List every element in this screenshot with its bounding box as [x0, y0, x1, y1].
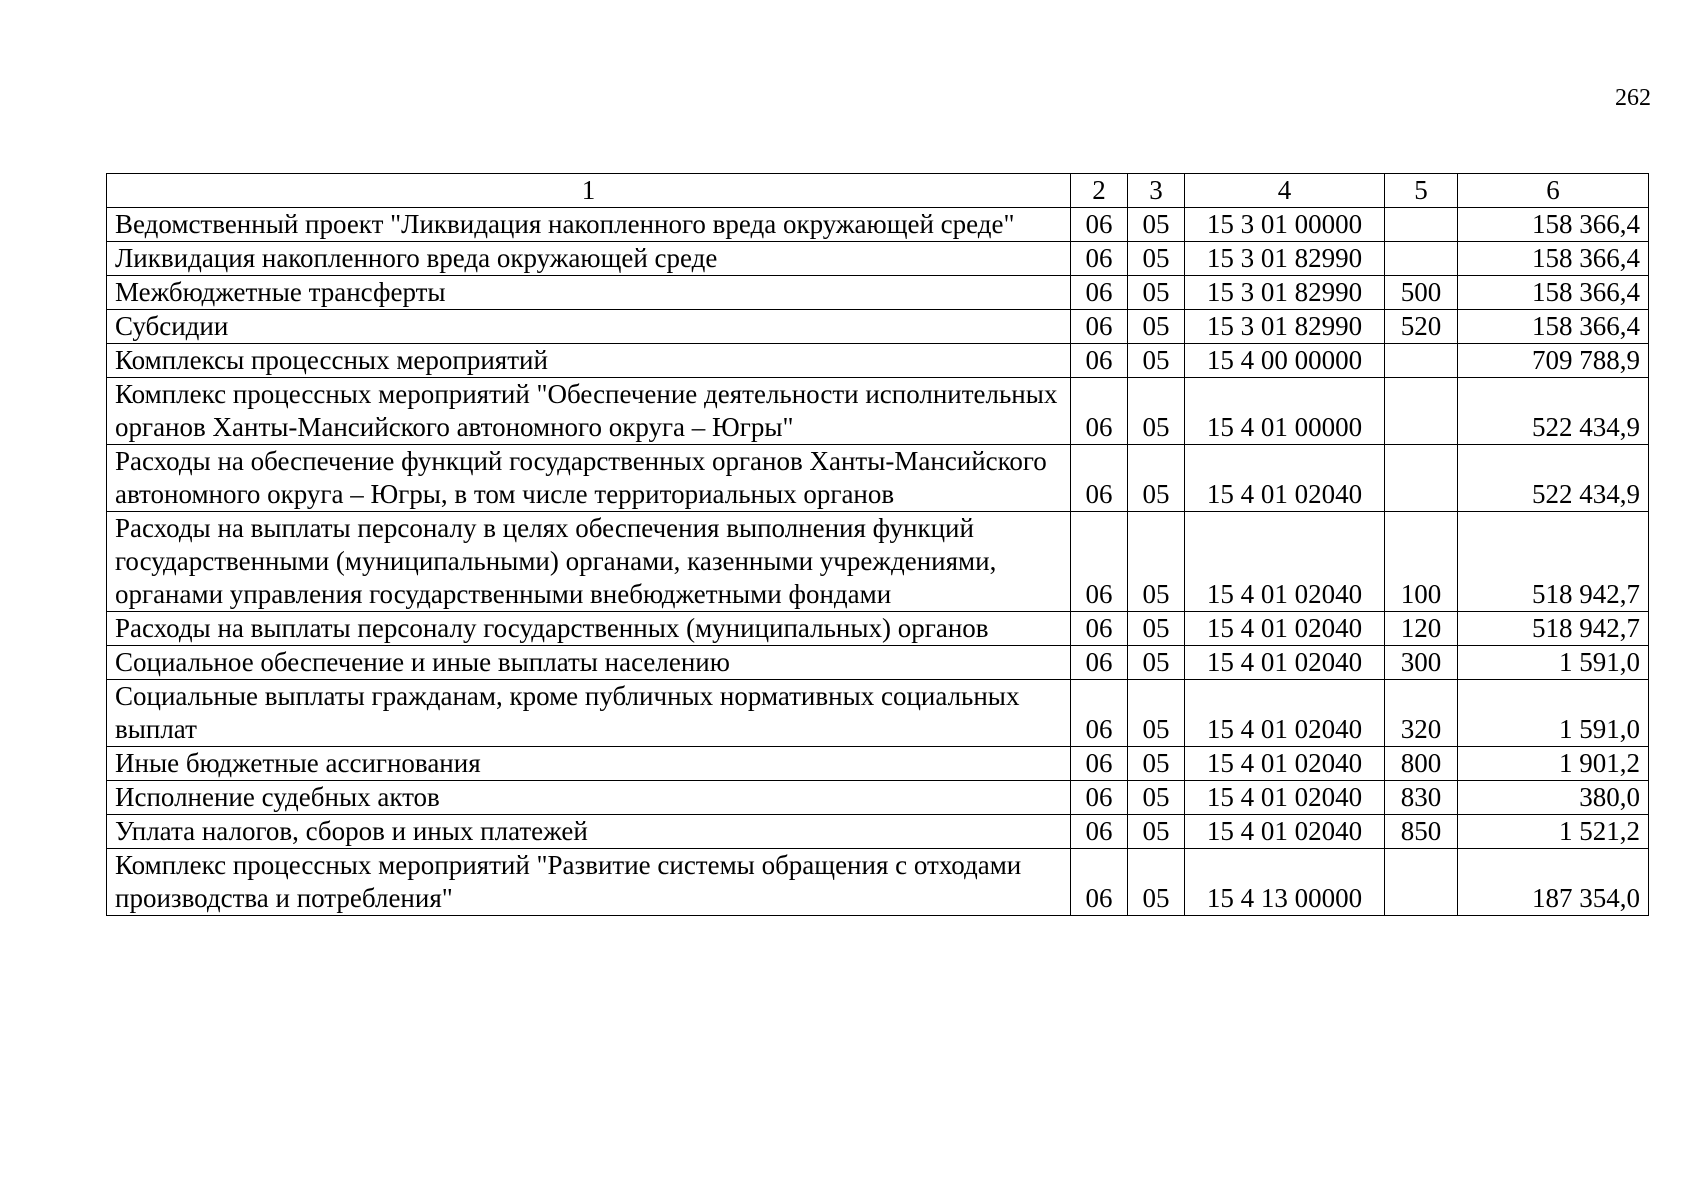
- expense-type-cell: [1385, 208, 1458, 242]
- subsection-code-cell: 05: [1128, 646, 1185, 680]
- amount-cell: 158 366,4: [1458, 242, 1649, 276]
- target-article-cell: 15 4 01 02040: [1185, 781, 1385, 815]
- item-name-cell: Исполнение судебных актов: [107, 781, 1071, 815]
- table-row: [107, 378, 1649, 445]
- item-name-cell: Комплекс процессных мероприятий "Развитие системы обращения с отходами производства и потребления": [107, 849, 1071, 916]
- expense-type-cell: 520: [1385, 310, 1458, 344]
- target-article-cell: 15 4 00 00000: [1185, 344, 1385, 378]
- amount-cell: 518 942,7: [1458, 512, 1649, 612]
- expense-type-cell: 320: [1385, 680, 1458, 747]
- table-row: [107, 208, 1649, 242]
- item-name-cell: Социальное обеспечение и иные выплаты населению: [107, 646, 1071, 680]
- expense-type-cell: [1385, 849, 1458, 916]
- subsection-code-cell: 05: [1128, 747, 1185, 781]
- amount-cell: 709 788,9: [1458, 344, 1649, 378]
- section-code-cell: 06: [1071, 344, 1128, 378]
- amount-cell: 1 591,0: [1458, 646, 1649, 680]
- subsection-code-cell: 05: [1128, 512, 1185, 612]
- item-name-cell: Субсидии: [107, 310, 1071, 344]
- target-article-cell: 15 4 01 02040: [1185, 512, 1385, 612]
- amount-cell: 522 434,9: [1458, 445, 1649, 512]
- amount-cell: 522 434,9: [1458, 378, 1649, 445]
- header-cell: 1: [107, 174, 1071, 208]
- item-name-cell: Межбюджетные трансферты: [107, 276, 1071, 310]
- section-code-cell: 06: [1071, 680, 1128, 747]
- expense-type-cell: [1385, 242, 1458, 276]
- target-article-cell: 15 4 01 02040: [1185, 646, 1385, 680]
- item-name-cell: Расходы на обеспечение функций государственных органов Ханты-Мансийского автономного округа – Югры, в том числе территориальных органов: [107, 445, 1071, 512]
- section-code-cell: 06: [1071, 646, 1128, 680]
- amount-cell: 158 366,4: [1458, 310, 1649, 344]
- budget-table: [106, 173, 1649, 916]
- target-article-cell: 15 4 01 02040: [1185, 612, 1385, 646]
- section-code-cell: 06: [1071, 310, 1128, 344]
- table-row: [107, 646, 1649, 680]
- target-article-cell: 15 4 01 02040: [1185, 747, 1385, 781]
- amount-cell: 158 366,4: [1458, 276, 1649, 310]
- header-cell: 6: [1458, 174, 1649, 208]
- expense-type-cell: [1385, 378, 1458, 445]
- target-article-cell: 15 4 13 00000: [1185, 849, 1385, 916]
- target-article-cell: 15 3 01 82990: [1185, 242, 1385, 276]
- header-cell: 2: [1071, 174, 1128, 208]
- amount-cell: 1 901,2: [1458, 747, 1649, 781]
- target-article-cell: 15 4 01 02040: [1185, 815, 1385, 849]
- subsection-code-cell: 05: [1128, 276, 1185, 310]
- section-code-cell: 06: [1071, 208, 1128, 242]
- target-article-cell: 15 3 01 00000: [1185, 208, 1385, 242]
- table-row: [107, 310, 1649, 344]
- section-code-cell: 06: [1071, 781, 1128, 815]
- expense-type-cell: 500: [1385, 276, 1458, 310]
- table-row: [107, 242, 1649, 276]
- table-row: [107, 680, 1649, 747]
- item-name-cell: Иные бюджетные ассигнования: [107, 747, 1071, 781]
- header-cell: 4: [1185, 174, 1385, 208]
- section-code-cell: 06: [1071, 512, 1128, 612]
- subsection-code-cell: 05: [1128, 242, 1185, 276]
- table-row: [107, 445, 1649, 512]
- table-row: [107, 344, 1649, 378]
- section-code-cell: 06: [1071, 815, 1128, 849]
- item-name-cell: Комплекс процессных мероприятий "Обеспечение деятельности исполнительных органов Ханты-Мансийского автономного округа – Югры": [107, 378, 1071, 445]
- item-name-cell: Расходы на выплаты персоналу государственных (муниципальных) органов: [107, 612, 1071, 646]
- section-code-cell: 06: [1071, 747, 1128, 781]
- amount-cell: 187 354,0: [1458, 849, 1649, 916]
- budget-table-body: [107, 174, 1649, 916]
- subsection-code-cell: 05: [1128, 208, 1185, 242]
- amount-cell: 158 366,4: [1458, 208, 1649, 242]
- expense-type-cell: [1385, 344, 1458, 378]
- subsection-code-cell: 05: [1128, 815, 1185, 849]
- table-row: [107, 612, 1649, 646]
- table-row: [107, 747, 1649, 781]
- item-name-cell: Уплата налогов, сборов и иных платежей: [107, 815, 1071, 849]
- amount-cell: 518 942,7: [1458, 612, 1649, 646]
- expense-type-cell: 830: [1385, 781, 1458, 815]
- target-article-cell: 15 4 01 00000: [1185, 378, 1385, 445]
- subsection-code-cell: 05: [1128, 310, 1185, 344]
- subsection-code-cell: 05: [1128, 378, 1185, 445]
- section-code-cell: 06: [1071, 276, 1128, 310]
- table-row: [107, 849, 1649, 916]
- section-code-cell: 06: [1071, 612, 1128, 646]
- table-row: [107, 781, 1649, 815]
- amount-cell: 1 591,0: [1458, 680, 1649, 747]
- section-code-cell: 06: [1071, 378, 1128, 445]
- item-name-cell: Ведомственный проект "Ликвидация накопленного вреда окружающей среде": [107, 208, 1071, 242]
- target-article-cell: 15 4 01 02040: [1185, 680, 1385, 747]
- item-name-cell: Расходы на выплаты персоналу в целях обеспечения выполнения функций государственными (муниципальными) органами, казенными учреждениями, органами управления государственными внебюджетными фондами: [107, 512, 1071, 612]
- table-row: [107, 512, 1649, 612]
- header-cell: 3: [1128, 174, 1185, 208]
- expense-type-cell: 100: [1385, 512, 1458, 612]
- expense-type-cell: 300: [1385, 646, 1458, 680]
- subsection-code-cell: 05: [1128, 445, 1185, 512]
- target-article-cell: 15 3 01 82990: [1185, 276, 1385, 310]
- expense-type-cell: 850: [1385, 815, 1458, 849]
- table-header-row: [107, 174, 1649, 208]
- item-name-cell: Ликвидация накопленного вреда окружающей среде: [107, 242, 1071, 276]
- table-row: [107, 815, 1649, 849]
- target-article-cell: 15 3 01 82990: [1185, 310, 1385, 344]
- subsection-code-cell: 05: [1128, 344, 1185, 378]
- subsection-code-cell: 05: [1128, 781, 1185, 815]
- expense-type-cell: [1385, 445, 1458, 512]
- section-code-cell: 06: [1071, 849, 1128, 916]
- expense-type-cell: 800: [1385, 747, 1458, 781]
- amount-cell: 1 521,2: [1458, 815, 1649, 849]
- page-number: 262: [1615, 85, 1651, 111]
- expense-type-cell: 120: [1385, 612, 1458, 646]
- section-code-cell: 06: [1071, 445, 1128, 512]
- subsection-code-cell: 05: [1128, 849, 1185, 916]
- subsection-code-cell: 05: [1128, 612, 1185, 646]
- item-name-cell: Социальные выплаты гражданам, кроме публичных нормативных социальных выплат: [107, 680, 1071, 747]
- header-cell: 5: [1385, 174, 1458, 208]
- table-row: [107, 276, 1649, 310]
- section-code-cell: 06: [1071, 242, 1128, 276]
- subsection-code-cell: 05: [1128, 680, 1185, 747]
- target-article-cell: 15 4 01 02040: [1185, 445, 1385, 512]
- item-name-cell: Комплексы процессных мероприятий: [107, 344, 1071, 378]
- amount-cell: 380,0: [1458, 781, 1649, 815]
